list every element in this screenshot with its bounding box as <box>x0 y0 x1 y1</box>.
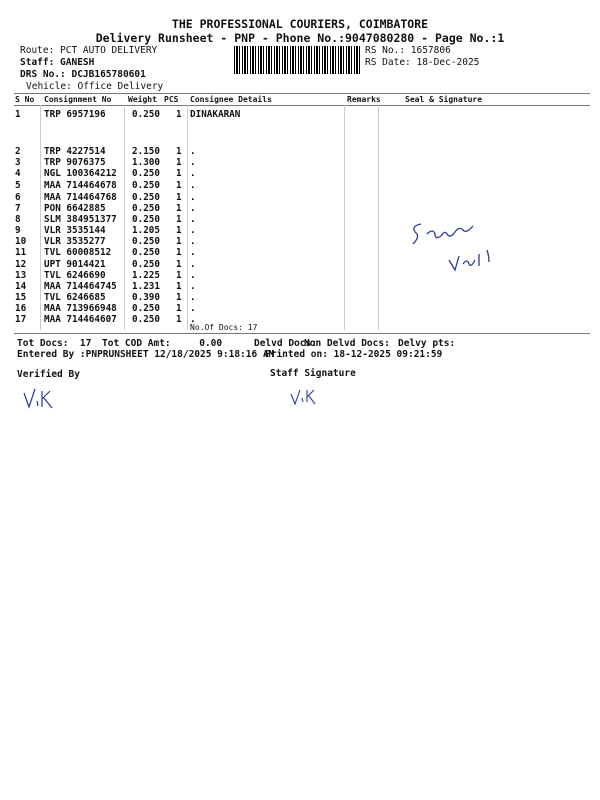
cell-weight: 1.205 <box>132 225 160 236</box>
non-delvd-docs: Non Delvd Docs: <box>304 338 390 349</box>
cell-pcs: 1 <box>176 236 182 247</box>
cell-consignment: TVL 6246690 <box>44 270 106 281</box>
barcode <box>234 46 360 74</box>
cell-consignment: NGL 100364212 <box>44 168 117 179</box>
handwritten-signature <box>405 210 505 280</box>
cell-pcs: 1 <box>176 192 182 203</box>
cell-consignee: . <box>190 168 196 179</box>
cell-consignee: . <box>190 259 196 270</box>
cell-sno: 15 <box>15 292 27 303</box>
cell-pcs: 1 <box>176 146 182 157</box>
cell-consignee: . <box>190 146 196 157</box>
rs-number: RS No.: 1657806 <box>365 45 451 56</box>
cell-consignee: . <box>190 203 196 214</box>
cell-consignment: MAA 714464745 <box>44 281 117 292</box>
cell-sno: 6 <box>15 192 21 203</box>
cell-sno: 17 <box>15 314 27 325</box>
cell-pcs: 1 <box>176 303 182 314</box>
cell-weight: 0.250 <box>132 214 160 225</box>
cell-pcs: 1 <box>176 180 182 191</box>
cell-consignee: . <box>190 214 196 225</box>
cell-consignee: . <box>190 225 196 236</box>
cell-consignee: . <box>190 236 196 247</box>
cell-consignee: . <box>190 292 196 303</box>
cell-sno: 4 <box>15 168 21 179</box>
cell-consignment: VLR 3535277 <box>44 236 106 247</box>
col-consignment: Consignment No <box>44 95 112 104</box>
cell-pcs: 1 <box>176 270 182 281</box>
cell-weight: 0.250 <box>132 303 160 314</box>
cell-sno: 7 <box>15 203 21 214</box>
col-consignee: Consignee Details <box>190 95 272 104</box>
tot-docs: Tot Docs: 17 <box>17 338 92 349</box>
cell-sno: 13 <box>15 270 27 281</box>
cell-consignment: PON 6642885 <box>44 203 106 214</box>
cell-weight: 1.300 <box>132 157 160 168</box>
cell-sno: 9 <box>15 225 21 236</box>
cell-weight: 0.250 <box>132 109 160 120</box>
drs-number: DRS No.: DCJB165780601 <box>20 69 146 80</box>
col-divider <box>124 105 125 330</box>
col-pcs: PCS <box>164 95 179 104</box>
cell-weight: 1.225 <box>132 270 160 281</box>
cell-weight: 0.250 <box>132 236 160 247</box>
staff-label: Staff: GANESH <box>20 57 95 68</box>
cell-consignee: . <box>190 157 196 168</box>
cell-pcs: 1 <box>176 225 182 236</box>
cell-weight: 0.250 <box>132 180 160 191</box>
cell-sno: 8 <box>15 214 21 225</box>
cell-sno: 12 <box>15 259 27 270</box>
cell-pcs: 1 <box>176 247 182 258</box>
cell-consignment: MAA 714464607 <box>44 314 117 325</box>
cell-weight: 0.250 <box>132 168 160 179</box>
cell-consignment: TRP 4227514 <box>44 146 106 157</box>
cell-pcs: 1 <box>176 157 182 168</box>
cell-consignment: VLR 3535144 <box>44 225 106 236</box>
cell-consignee: . <box>190 192 196 203</box>
delvd-docs: Delvd Docs: <box>254 338 317 349</box>
table-bottom-rule <box>14 333 590 334</box>
entered-by: Entered By :PNPRUNSHEET 12/18/2025 9:18:16 AM <box>17 349 275 360</box>
col-divider <box>40 105 41 330</box>
cell-pcs: 1 <box>176 259 182 270</box>
cell-consignment: MAA 713966948 <box>44 303 117 314</box>
col-divider <box>378 105 379 330</box>
tot-cod-amt: Tot COD Amt: 0.00 <box>102 338 223 349</box>
runsheet-subtitle: Delivery Runsheet - PNP - Phone No.:9047080280 - Page No.:1 <box>95 31 505 45</box>
route-label: Route: PCT AUTO DELIVERY <box>20 45 158 56</box>
cell-pcs: 1 <box>176 109 182 120</box>
staff-signature-label: Staff Signature <box>270 368 356 379</box>
printed-on: Printed on: 18-12-2025 09:21:59 <box>265 349 443 360</box>
cell-pcs: 1 <box>176 292 182 303</box>
col-seal-signature: Seal & Signature <box>405 95 483 104</box>
cell-weight: 0.250 <box>132 259 160 270</box>
cell-consignee: . <box>190 247 196 258</box>
no-of-docs: No.Of Docs: 17 <box>190 323 258 332</box>
cell-sno: 16 <box>15 303 27 314</box>
cell-consignee: . <box>190 303 196 314</box>
cell-consignment: MAA 714464678 <box>44 180 117 191</box>
cell-consignment: TRP 6957196 <box>44 109 106 120</box>
company-title: THE PROFESSIONAL COURIERS, COIMBATORE <box>171 17 429 31</box>
col-divider <box>187 105 188 330</box>
cell-pcs: 1 <box>176 168 182 179</box>
rs-date: RS Date: 18-Dec-2025 <box>365 57 480 68</box>
cell-pcs: 1 <box>176 214 182 225</box>
cell-sno: 2 <box>15 146 21 157</box>
cell-consignment: TVL 6246685 <box>44 292 106 303</box>
handwritten-initials <box>288 384 338 410</box>
cell-consignee: . <box>190 270 196 281</box>
table-header-rule <box>14 105 590 106</box>
cell-pcs: 1 <box>176 203 182 214</box>
vehicle-label: Vehicle: Office Delivery <box>26 81 164 92</box>
cell-pcs: 1 <box>176 314 182 325</box>
handwritten-initials <box>20 385 70 415</box>
cell-sno: 14 <box>15 281 27 292</box>
cell-sno: 5 <box>15 180 21 191</box>
cell-consignment: TRP 9076375 <box>44 157 106 168</box>
cell-consignee: . <box>190 314 196 325</box>
col-divider <box>344 105 345 330</box>
cell-weight: 2.150 <box>132 146 160 157</box>
cell-weight: 0.250 <box>132 247 160 258</box>
cell-consignee: DINAKARAN <box>190 109 241 120</box>
table-top-rule <box>14 93 590 94</box>
verified-by-label: Verified By <box>17 369 80 380</box>
cell-consignment: UPT 9014421 <box>44 259 106 270</box>
cell-consignee: . <box>190 281 196 292</box>
cell-weight: 0.390 <box>132 292 160 303</box>
cell-weight: 1.231 <box>132 281 160 292</box>
cell-sno: 3 <box>15 157 21 168</box>
cell-sno: 11 <box>15 247 27 258</box>
cell-consignment: SLM 384951377 <box>44 214 117 225</box>
col-sno: S No <box>15 95 35 104</box>
col-weight: Weight <box>128 95 157 104</box>
cell-weight: 0.250 <box>132 203 160 214</box>
cell-consignee: . <box>190 180 196 191</box>
cell-sno: 1 <box>15 109 21 120</box>
col-remarks: Remarks <box>347 95 381 104</box>
cell-consignment: TVL 60008512 <box>44 247 112 258</box>
delvy-pts: Delvy pts: <box>398 338 456 349</box>
cell-consignment: MAA 714464768 <box>44 192 117 203</box>
cell-pcs: 1 <box>176 281 182 292</box>
cell-weight: 0.250 <box>132 192 160 203</box>
cell-sno: 10 <box>15 236 27 247</box>
cell-weight: 0.250 <box>132 314 160 325</box>
